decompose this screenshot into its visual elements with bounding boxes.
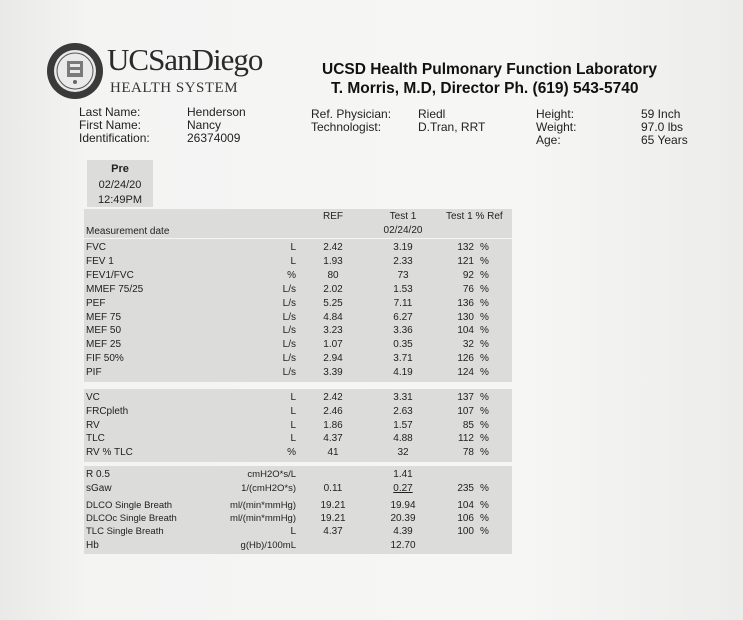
cell-name: MEF 75 [86, 311, 122, 323]
cell-name: PEF [86, 297, 106, 309]
cell-test: 4.39 [393, 526, 413, 538]
cell-pct: 107 [457, 405, 474, 417]
cell-ref: 4.37 [323, 433, 343, 445]
university-seal-icon [46, 42, 104, 100]
cell-unit: L/s [282, 283, 296, 295]
cell-pct: 92 [462, 269, 474, 281]
cell-test: 6.27 [393, 311, 413, 323]
cell-name: MMEF 75/25 [86, 283, 144, 295]
cell-unit: 1/(cmH2O*s) [241, 483, 296, 494]
cell-pu: % [480, 339, 489, 351]
cell-pu: % [480, 325, 489, 337]
cell-name: R 0.5 [86, 469, 110, 480]
test-date: 02/24/20 [98, 179, 142, 191]
cell-pu: % [480, 353, 489, 365]
cell-test: 2.63 [393, 405, 413, 417]
cell-ref: 4.84 [323, 311, 343, 323]
cell-ref: 80 [327, 269, 339, 281]
cell-test: 32 [397, 447, 409, 459]
cell-pct: 106 [457, 513, 474, 525]
cell-pct: 130 [457, 311, 474, 323]
first-name-value: Nancy [187, 118, 222, 132]
cell-name: MEF 50 [86, 325, 122, 337]
col-pct-header: Test 1 % Ref [446, 211, 503, 222]
cell-pct: 100 [457, 526, 474, 538]
cell-unit: % [287, 269, 296, 281]
cell-unit: L/s [282, 353, 296, 365]
cell-unit: L [290, 433, 296, 445]
cell-pu: % [480, 405, 489, 417]
age-value: 65 Years [641, 133, 688, 147]
cell-unit: L/s [282, 297, 296, 309]
cell-test: 3.31 [393, 392, 413, 403]
cell-unit: L/s [282, 325, 296, 337]
age-label: Age: [536, 133, 561, 147]
cell-test: 7.11 [393, 297, 413, 309]
cell-name: FIF 50% [86, 353, 124, 365]
cell-name: RV % TLC [86, 447, 133, 459]
cell-name: TLC [86, 433, 105, 445]
cell-ref: 2.42 [323, 392, 343, 403]
cell-ref: 2.42 [323, 242, 343, 253]
cell-pu: % [480, 367, 489, 379]
cell-ref: 2.02 [323, 283, 343, 295]
cell-test: 3.36 [393, 325, 413, 337]
cell-pu: % [480, 283, 489, 295]
cell-test: 3.19 [393, 242, 413, 253]
cell-pu: % [480, 433, 489, 445]
last-name-label: Last Name: [79, 105, 141, 119]
cell-name: sGaw [86, 483, 112, 494]
cell-name: TLC Single Breath [86, 526, 164, 538]
cell-pu: % [480, 483, 489, 494]
cell-ref: 1.86 [323, 419, 343, 431]
cell-pct: 104 [457, 325, 474, 337]
cell-pct: 78 [462, 447, 474, 459]
brand-wordmark: UCSanDiego [107, 42, 263, 77]
measurement-date-label: Measurement date [86, 226, 170, 237]
cell-name: FRCpleth [86, 405, 129, 417]
cell-test: 2.33 [393, 255, 413, 267]
cell-unit: cmH2O*s/L [247, 469, 296, 480]
ref-physician-value: Riedl [418, 107, 446, 121]
cell-pct: 136 [457, 297, 474, 309]
cell-ref: 41 [327, 447, 339, 459]
cell-pu: % [480, 311, 489, 323]
cell-unit: L [290, 392, 296, 403]
cell-pct: 126 [457, 353, 474, 365]
col-test-header: Test 1 [389, 211, 417, 222]
test-time: 12:49PM [97, 194, 143, 206]
technologist-value: D.Tran, RRT [418, 120, 486, 134]
height-label: Height: [536, 107, 575, 121]
cell-pu: % [480, 269, 489, 281]
cell-pct: 112 [458, 433, 474, 445]
cell-unit: % [287, 447, 296, 459]
cell-unit: L [290, 242, 296, 253]
cell-name: FEV1/FVC [86, 269, 134, 281]
cell-ref: 2.46 [323, 405, 343, 417]
cell-pu: % [480, 500, 489, 511]
measurement-date-value: 02/24/20 [383, 225, 423, 236]
cell-test: 19.94 [390, 500, 416, 511]
identification-label: Identification: [79, 131, 150, 145]
cell-unit: ml/(min*mmHg) [230, 513, 296, 525]
cell-pct: 85 [462, 419, 474, 431]
col-ref-header: REF [323, 211, 343, 222]
technologist-label: Technologist: [311, 120, 382, 134]
cell-unit: ml/(min*mmHg) [230, 500, 296, 511]
cell-name: FEV 1 [86, 255, 114, 267]
health-system-wordmark: HEALTH SYSTEM [110, 80, 239, 96]
cell-test: 0.27 [393, 483, 413, 494]
cell-test: 3.71 [393, 353, 413, 365]
cell-pct: 76 [462, 283, 474, 295]
cell-ref: 19.21 [320, 500, 346, 511]
cell-test: 20.39 [390, 513, 416, 525]
cell-ref: 3.23 [323, 325, 343, 337]
cell-test: 1.57 [393, 419, 413, 431]
cell-test: 0.35 [393, 339, 413, 351]
cell-ref: 4.37 [323, 526, 343, 538]
cell-unit: L [290, 255, 296, 267]
cell-pct: 132 [457, 242, 474, 253]
cell-name: VC [86, 392, 100, 403]
cell-pct: 124 [457, 367, 474, 379]
weight-value: 97.0 lbs [641, 120, 684, 134]
cell-unit: L [290, 526, 296, 538]
cell-unit: L/s [282, 339, 296, 351]
cell-pu: % [480, 392, 489, 403]
cell-pct: 121 [457, 255, 474, 267]
cell-ref: 5.25 [323, 297, 343, 309]
cell-ref: 1.93 [323, 255, 343, 267]
cell-ref: 0.11 [323, 483, 343, 494]
cell-pct: 32 [462, 339, 474, 351]
cell-pu: % [480, 526, 489, 538]
cell-test: 12.70 [390, 539, 416, 551]
cell-pu: % [480, 513, 489, 525]
ref-physician-label: Ref. Physician: [311, 107, 392, 121]
cell-test: 1.53 [393, 283, 413, 295]
weight-label: Weight: [536, 120, 577, 134]
cell-pct: 137 [457, 392, 474, 403]
cell-pu: % [480, 242, 489, 253]
cell-ref: 3.39 [323, 367, 343, 379]
cell-pu: % [480, 447, 489, 459]
cell-unit: g(Hb)/100mL [240, 539, 296, 551]
cell-unit: L [290, 405, 296, 417]
cell-unit: L/s [282, 311, 296, 323]
lab-director: T. Morris, M.D, Director Ph. (619) 543-5740 [331, 80, 639, 97]
cell-test: 73 [397, 269, 409, 281]
cell-pct: 235 [457, 483, 474, 494]
cell-pu: % [480, 297, 489, 309]
cell-test: 4.88 [393, 433, 413, 445]
test-phase: Pre [111, 163, 129, 175]
first-name-label: First Name: [79, 118, 142, 132]
cell-name: PIF [86, 367, 102, 379]
cell-ref: 19.21 [320, 513, 346, 525]
cell-ref: 2.94 [323, 353, 343, 365]
cell-name: DLCOc Single Breath [86, 513, 177, 525]
cell-pu: % [480, 419, 489, 431]
lab-title: UCSD Health Pulmonary Function Laboratory [322, 61, 658, 78]
cell-name: Hb [86, 539, 99, 551]
height-value: 59 Inch [641, 107, 681, 121]
cell-name: DLCO Single Breath [86, 500, 173, 511]
cell-name: RV [86, 419, 100, 431]
cell-pct: 104 [457, 500, 474, 511]
cell-unit: L [290, 419, 296, 431]
cell-pu: % [480, 255, 489, 267]
cell-unit: L/s [282, 367, 296, 379]
cell-test: 4.19 [393, 367, 413, 379]
identification-value: 26374009 [187, 131, 241, 145]
cell-ref: 1.07 [323, 339, 343, 351]
cell-name: MEF 25 [86, 339, 122, 351]
cell-test: 1.41 [393, 469, 413, 480]
cell-name: FVC [86, 242, 106, 253]
last-name-value: Henderson [187, 105, 246, 119]
